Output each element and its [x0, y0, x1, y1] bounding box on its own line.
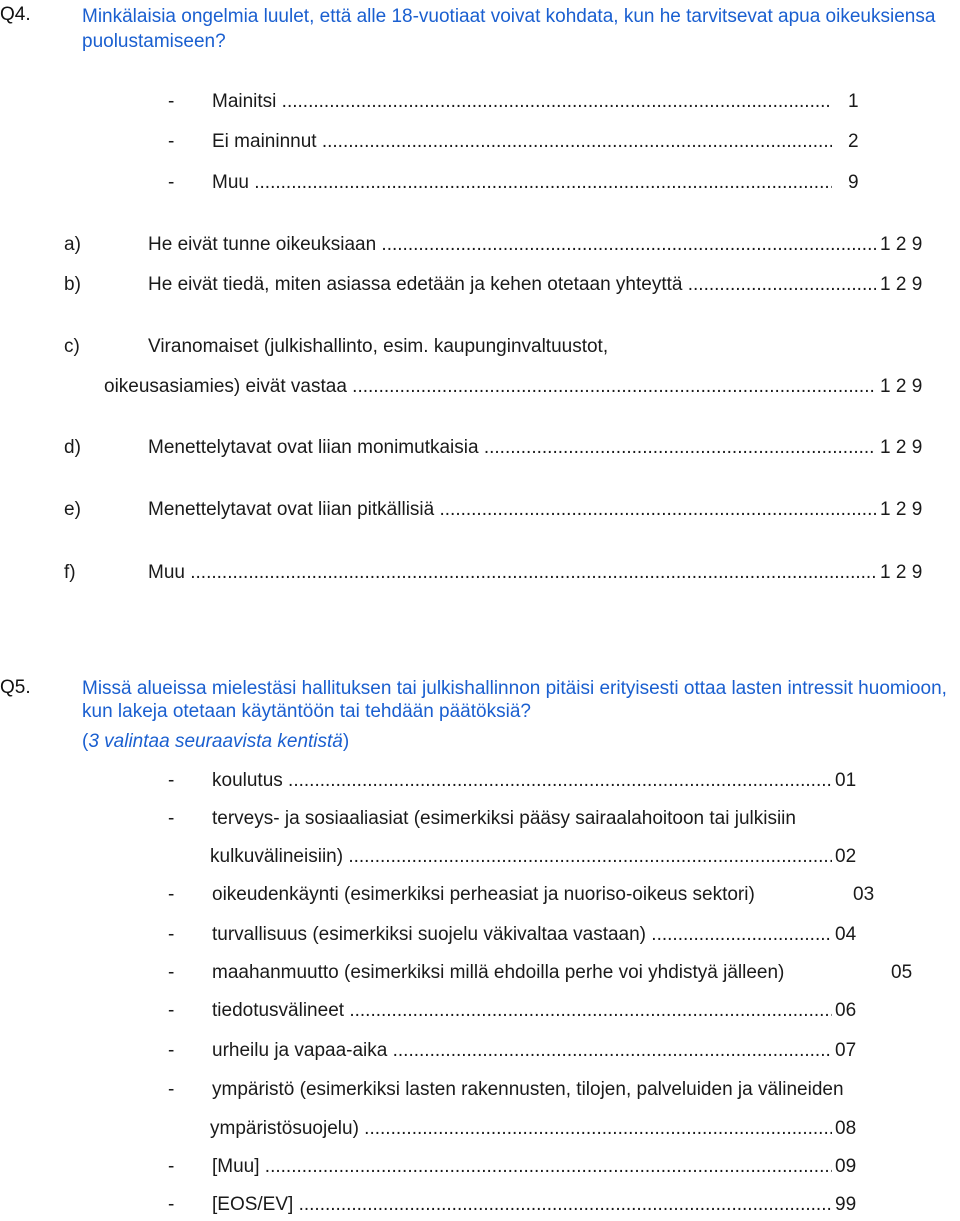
dash: -: [168, 91, 175, 112]
option-code: 03: [852, 882, 874, 908]
item-label: Menettelytavat ovat liian monimutkaisia .....: [148, 435, 876, 461]
dash: -: [168, 1040, 175, 1061]
option-code: 01: [834, 768, 856, 794]
dash: -: [168, 770, 175, 791]
option-code: 07: [834, 1038, 856, 1064]
item-label: He eivät tiedä, miten asiassa edetään ja kehen otetaan yhteyttä .....: [148, 272, 876, 298]
dash: -: [168, 131, 175, 152]
item-codes: 1 2 9: [879, 374, 922, 400]
q5-option: [168, 1038, 868, 1064]
option-label: terveys- ja sosiaaliasiat (esimerkiksi pääsy sairaalahoitoon tai julkisiin: [212, 808, 796, 829]
q5-option: [168, 1077, 958, 1103]
option-label: turvallisuus (esimerkiksi suojelu väkivaltaa vastaan) .....: [212, 922, 832, 948]
option-code: 06: [834, 998, 856, 1024]
item-codes: 1 2 9: [879, 560, 922, 586]
option-label: tiedotusvälineet .....: [212, 998, 832, 1024]
option-code: 08: [834, 1116, 856, 1142]
dash: -: [168, 1194, 175, 1215]
item-label: He eivät tunne oikeuksiaan .....: [148, 232, 876, 258]
response-option: [168, 170, 860, 196]
dash: -: [168, 1000, 175, 1021]
q4-item-b: [64, 272, 944, 298]
question-text-q4: Minkälaisia ongelmia luulet, että alle 18-vuotiaat voivat kohdata, kun he tarvitsevat apua oikeuksiensa puolustamiseen?: [82, 6, 936, 52]
option-label: [EOS/EV] .....: [212, 1192, 832, 1218]
dash: -: [168, 808, 175, 829]
option-code: 05: [890, 960, 912, 986]
item-letter: d): [64, 437, 81, 458]
item-label: Viranomaiset (julkishallinto, esim. kaupunginvaltuustot,: [148, 336, 609, 357]
dash: -: [168, 172, 175, 193]
option-code: 04: [834, 922, 856, 948]
response-code: 1: [847, 89, 859, 115]
item-label: Menettelytavat ovat liian pitkällisiä .....: [148, 497, 876, 523]
item-label-continuation: oikeusasiamies) eivät vastaa .....: [104, 374, 876, 400]
q5-option: [168, 922, 868, 948]
question-number-q5: Q5.: [0, 677, 31, 698]
question-instruction-q5: (3 valintaa seuraavista kentistä): [82, 731, 350, 752]
item-letter: b): [64, 274, 81, 295]
item-codes: 1 2 9: [879, 272, 922, 298]
option-code: 09: [834, 1154, 856, 1180]
q4-item-a: [64, 232, 944, 258]
response-option: [168, 129, 860, 155]
item-letter: c): [64, 336, 80, 357]
question-number-q4: Q4.: [0, 4, 31, 25]
dash: -: [168, 924, 175, 945]
q5-option-continuation: [168, 844, 868, 870]
dash: -: [168, 1156, 175, 1177]
q4-item-d: [64, 435, 944, 461]
item-codes: 1 2 9: [879, 232, 922, 258]
option-label-continuation: kulkuvälineisiin) .....: [210, 844, 832, 870]
dash: -: [168, 1079, 175, 1100]
q4-item-f: [64, 560, 944, 586]
q4-item-c-continuation: [64, 374, 944, 400]
response-code: 2: [847, 129, 859, 155]
q5-option-continuation: [168, 1116, 868, 1142]
item-letter: f): [64, 562, 76, 583]
item-codes: 1 2 9: [879, 497, 922, 523]
item-letter: a): [64, 234, 81, 255]
option-label-continuation: ympäristösuojelu) .....: [210, 1116, 832, 1142]
option-label: ympäristö (esimerkiksi lasten rakennusten, tilojen, palveluiden ja välineiden: [212, 1079, 844, 1100]
q5-option: [168, 882, 928, 908]
item-label: Muu .....: [148, 560, 876, 586]
response-option-label: Ei maininnut .....: [212, 129, 832, 155]
item-codes: 1 2 9: [879, 435, 922, 461]
q4-item-c: [64, 334, 944, 360]
q4-item-e: [64, 497, 944, 523]
q5-option: [168, 768, 868, 794]
option-code: 99: [834, 1192, 856, 1218]
response-option-label: Mainitsi .....: [212, 89, 832, 115]
q5-option: [168, 806, 928, 832]
option-code: 02: [834, 844, 856, 870]
q5-option: [168, 1192, 868, 1218]
dash: -: [168, 962, 175, 983]
option-label: oikeudenkäynti (esimerkiksi perheasiat ja nuoriso-oikeus sektori): [212, 884, 755, 905]
response-code: 9: [847, 170, 859, 196]
option-label: urheilu ja vapaa-aika .....: [212, 1038, 832, 1064]
q5-option: [168, 1154, 868, 1180]
item-letter: e): [64, 499, 81, 520]
q5-option: [168, 998, 868, 1024]
response-option: [168, 89, 860, 115]
question-text-q5: Missä alueissa mielestäsi hallituksen tai julkishallinnon pitäisi erityisesti ottaa lasten intressit huomioon, kun lakeja otetaan käytäntöön tai tehdään päätöksiä?: [82, 678, 947, 722]
option-label: koulutus .....: [212, 768, 832, 794]
option-label: maahanmuutto (esimerkiksi millä ehdoilla perhe voi yhdistyä jälleen): [212, 962, 785, 983]
dash: -: [168, 884, 175, 905]
option-label: [Muu] .....: [212, 1154, 832, 1180]
response-option-label: Muu .....: [212, 170, 832, 196]
q5-option: [168, 960, 928, 986]
